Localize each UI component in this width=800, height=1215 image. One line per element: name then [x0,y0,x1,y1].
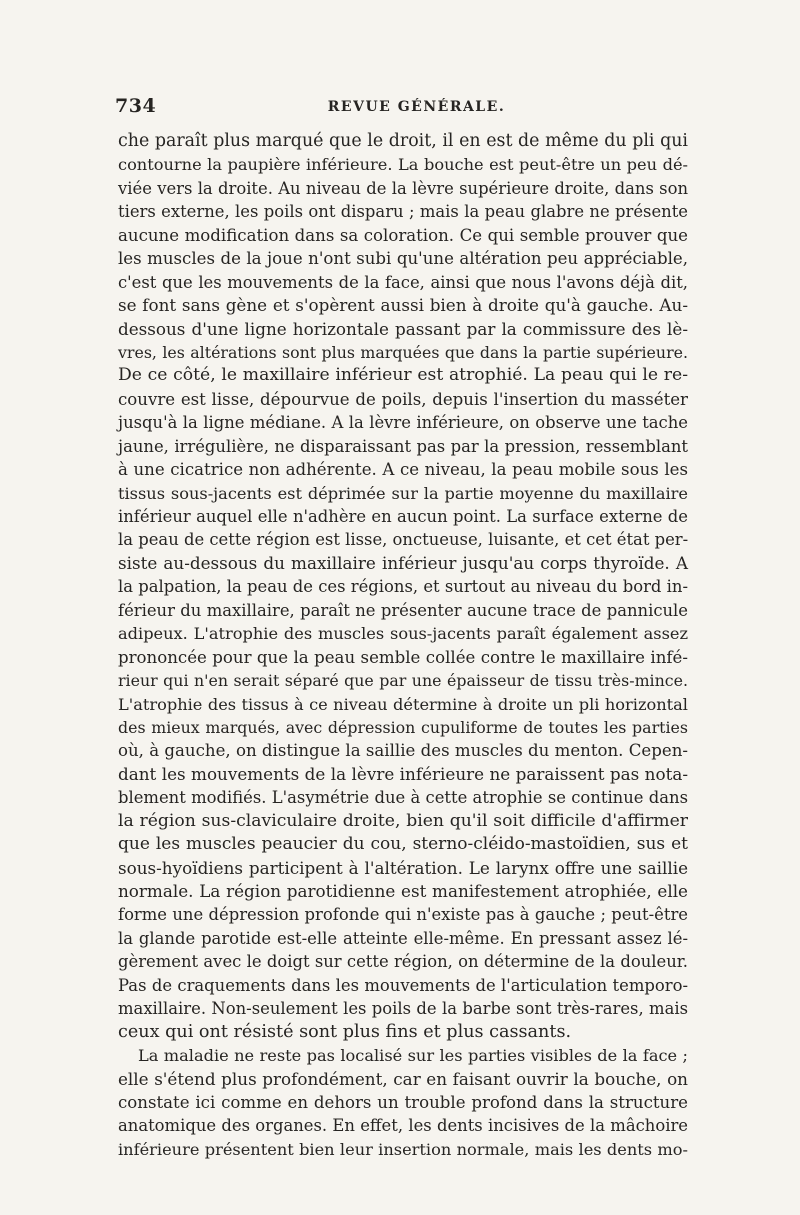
text-line: prononcée pour que la peau semble collée contre le maxillaire infé- [118,647,688,667]
text-line: dessous d'une ligne horizontale passant par la commissure des lè- [118,318,688,339]
text-line: constate ici comme en dehors un trouble profond dans la structure [118,1092,688,1112]
page-header [115,95,688,125]
text-line: aucune modification dans sa coloration. Ce qui semble prouver que [118,225,688,245]
text-line: blement modifiés. L'asymétrie due à cette atrophie se continue dans [118,788,688,808]
text-line: inférieure présentent bien leur insertion normale, mais les dents mo- [118,1139,688,1159]
text-line: c'est que les mouvements de la face, ainsi que nous l'avons déjà dit, [118,272,688,292]
text-line: anatomique des organes. En effet, les dents incisives de la mâchoire [118,1116,688,1136]
text-line: normale. La région parotidienne est manifestement atrophiée, elle [118,881,688,901]
text-line: vres, les altérations sont plus marquées que dans la partie supérieure. [118,342,688,362]
text-line: rieur qui n'en serait séparé que par une épaisseur de tissu très-mince. [118,671,688,691]
text-line: ceux qui ont résisté sont plus fins et plus cassants. [118,1021,572,1042]
text-line: la glande parotide est-elle atteinte elle-même. En pressant assez lé- [118,928,688,948]
text-line: De ce côté, le maxillaire inférieur est atrophié. La peau qui le re- [118,365,688,386]
text-line: la peau de cette région est lisse, onctueuse, luisante, et cet état per- [118,530,689,550]
text-line: L'atrophie des tissus à ce niveau détermine à droite un pli horizontal [118,694,688,714]
body-text [118,130,688,1161]
text-line: contourne la paupière inférieure. La bouche est peut-être un peu dé- [118,155,688,175]
text-line: gèrement avec le doigt sur cette région, on détermine de la douleur. [118,952,688,972]
page-number: 734 [115,95,157,117]
text-line: se font sans gène et s'opèrent aussi bien à droite qu'à gauche. Au- [118,295,688,316]
text-line: les muscles de la joue n'ont subi qu'une altération peu appréciable, [118,249,688,269]
text-line: tiers externe, les poils ont disparu ; mais la peau glabre ne présente [118,202,688,222]
text-line: des mieux marqués, avec dépression cupuliforme de toutes les parties [118,717,688,737]
text-line: la région sus-claviculaire droite, bien qu'il soit difficile d'affirmer [118,810,688,831]
text-line: che paraît plus marqué que le droit, il en est de même du pli qui [118,131,688,151]
text-line: dant les mouvements de la lèvre inférieure ne paraissent pas nota- [118,763,688,784]
text-line: la palpation, la peau de ces régions, et surtout au niveau du bord in- [118,577,688,597]
text-line: jaune, irrégulière, ne disparaissant pas par la pression, ressemblant [118,436,688,456]
text-line: sous-hyoïdiens participent à l'altération. Le larynx offre une saillie [118,857,688,878]
text-line: viée vers la droite. Au niveau de la lèvre supérieure droite, dans son [118,178,688,198]
text-line: maxillaire. Non-seulement les poils de la barbe sont très-rares, mais [118,999,688,1019]
text-line: adipeux. L'atrophie des muscles sous-jacents paraît également assez [118,624,688,644]
text-line: férieur du maxillaire, paraît ne présenter aucune trace de pannicule [118,600,688,620]
text-line: couvre est lisse, dépourvue de poils, depuis l'insertion du masséter [118,389,688,409]
text-line: que les muscles peaucier du cou, sterno-cléido-mastoïdien, sus et [118,834,688,855]
text-line: à une cicatrice non adhérente. A ce niveau, la peau mobile sous les [118,460,688,480]
text-line: inférieur auquel elle n'adhère en aucun point. La surface externe de [118,507,688,526]
text-line: tissus sous-jacents est déprimée sur la partie moyenne du maxillaire [118,483,688,503]
text-line: Pas de craquements dans les mouvements de l'articulation temporo- [118,975,688,995]
text-line: siste au-dessous du maxillaire inférieur jusqu'au corps thyroïde. A [118,552,688,573]
text-line: La maladie ne reste pas localisé sur les parties visibles de la face ; [138,1046,688,1066]
text-line: forme une dépression profonde qui n'existe pas à gauche ; peut-être [118,905,688,925]
text-line: où, à gauche, on distingue la saillie des muscles du menton. Cepen- [118,741,688,761]
text-line: jusqu'à la ligne médiane. A la lèvre inférieure, on observe une tache [118,413,688,433]
running-title: REVUE GÉNÉRALE. [327,99,506,115]
text-line: elle s'étend plus profondément, car en faisant ouvrir la bouche, on [118,1068,688,1089]
